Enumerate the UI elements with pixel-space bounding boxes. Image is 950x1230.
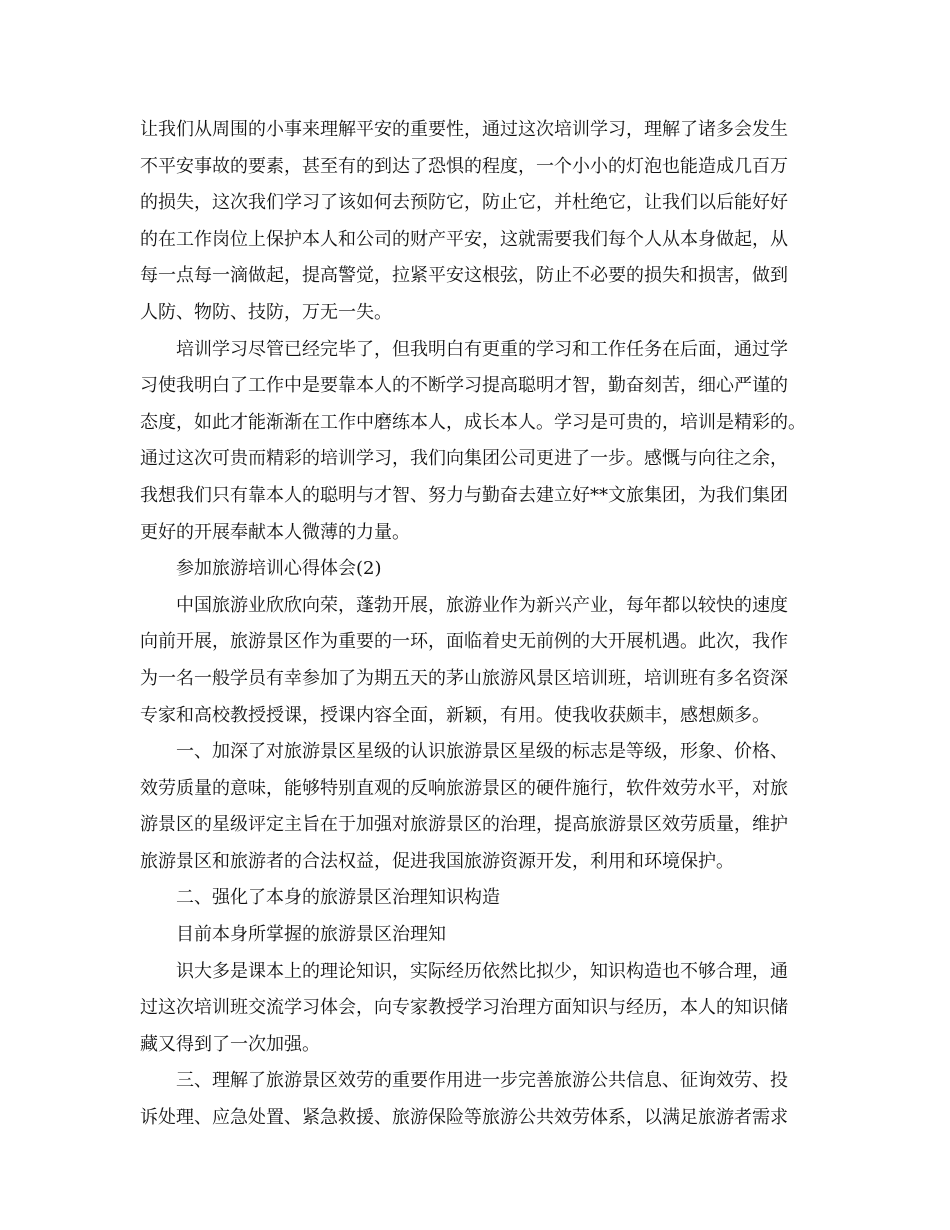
text-line: 态度，如此才能渐渐在工作中磨练本人，成长本人。学习是可贵的，培训是精彩的。 [140, 411, 806, 433]
text-line: 藏又得到了一次加强。 [140, 1033, 320, 1055]
text-line: 游景区的星级评定主旨在于加强对旅游景区的治理，提高旅游景区效劳质量，维护 [140, 814, 788, 836]
text-line: 二、强化了本身的旅游景区治理知识构造 [176, 887, 500, 909]
document-body [140, 112, 820, 1137]
text-line: 参加旅游培训心得体会(2) [176, 558, 382, 580]
text-line: 中国旅游业欣欣向荣，蓬勃开展，旅游业作为新兴产业，每年都以较快的速度 [176, 594, 788, 616]
text-line: 的损失，这次我们学习了该如何去预防它，防止它，并杜绝它，让我们以后能好好 [140, 192, 788, 214]
text-line: 培训学习尽管已经完毕了，但我明白有更重的学习和工作任务在后面，通过学 [176, 338, 788, 360]
text-line: 每一点每一滴做起，提高警觉，拉紧平安这根弦，防止不必要的损失和损害，做到 [140, 265, 788, 287]
text-line: 专家和高校教授授课，授课内容全面，新颖，有用。使我收获颇丰，感想颇多。 [140, 704, 770, 726]
text-line: 旅游景区和旅游者的合法权益，促进我国旅游资源开发，利用和环境保护。 [140, 850, 734, 872]
text-line: 过这次培训班交流学习体会，向专家教授学习治理方面知识与经历，本人的知识储 [140, 997, 788, 1019]
text-line: 效劳质量的意味，能够特别直观的反响旅游景区的硬件施行，软件效劳水平，对旅 [140, 777, 788, 799]
text-line: 目前本身所掌握的旅游景区治理知 [176, 924, 446, 946]
text-line: 习使我明白了工作中是要靠本人的不断学习提高聪明才智，勤奋刻苦，细心严谨的 [140, 375, 788, 397]
text-line: 一、加深了对旅游景区星级的认识旅游景区星级的标志是等级，形象、价格、 [176, 741, 788, 763]
text-line: 三、理解了旅游景区效劳的重要作用进一步完善旅游公共信息、征询效劳、投 [176, 1070, 788, 1092]
text-line: 为一名一般学员有幸参加了为期五天的茅山旅游风景区培训班，培训班有多名资深 [140, 667, 788, 689]
text-line: 让我们从周围的小事来理解平安的重要性，通过这次培训学习，理解了诸多会发生 [140, 119, 788, 140]
text-line: 更好的开展奉献本人微薄的力量。 [140, 521, 410, 543]
text-line: 通过这次可贵而精彩的培训学习，我们向集团公司更进了一步。感慨与向往之余， [140, 448, 788, 470]
text-line: 的在工作岗位上保护本人和公司的财产平安，这就需要我们每个人从本身做起，从 [140, 228, 788, 250]
text-line: 诉处理、应急处置、紧急救援、旅游保险等旅游公共效劳体系，以满足旅游者需求 [140, 1107, 788, 1129]
text-line: 不平安事故的要素，甚至有的到达了恐惧的程度，一个小小的灯泡也能造成几百万 [140, 155, 788, 177]
text-line: 向前开展，旅游景区作为重要的一环，面临着史无前例的大开展机遇。此次，我作 [140, 631, 788, 653]
text-line: 人防、物防、技防，万无一失。 [140, 301, 392, 323]
text-line: 识大多是课本上的理论知识，实际经历依然比拟少，知识构造也不够合理，通 [176, 960, 788, 982]
text-line: 我想我们只有靠本人的聪明与才智、努力与勤奋去建立好**文旅集团，为我们集团 [140, 484, 788, 506]
